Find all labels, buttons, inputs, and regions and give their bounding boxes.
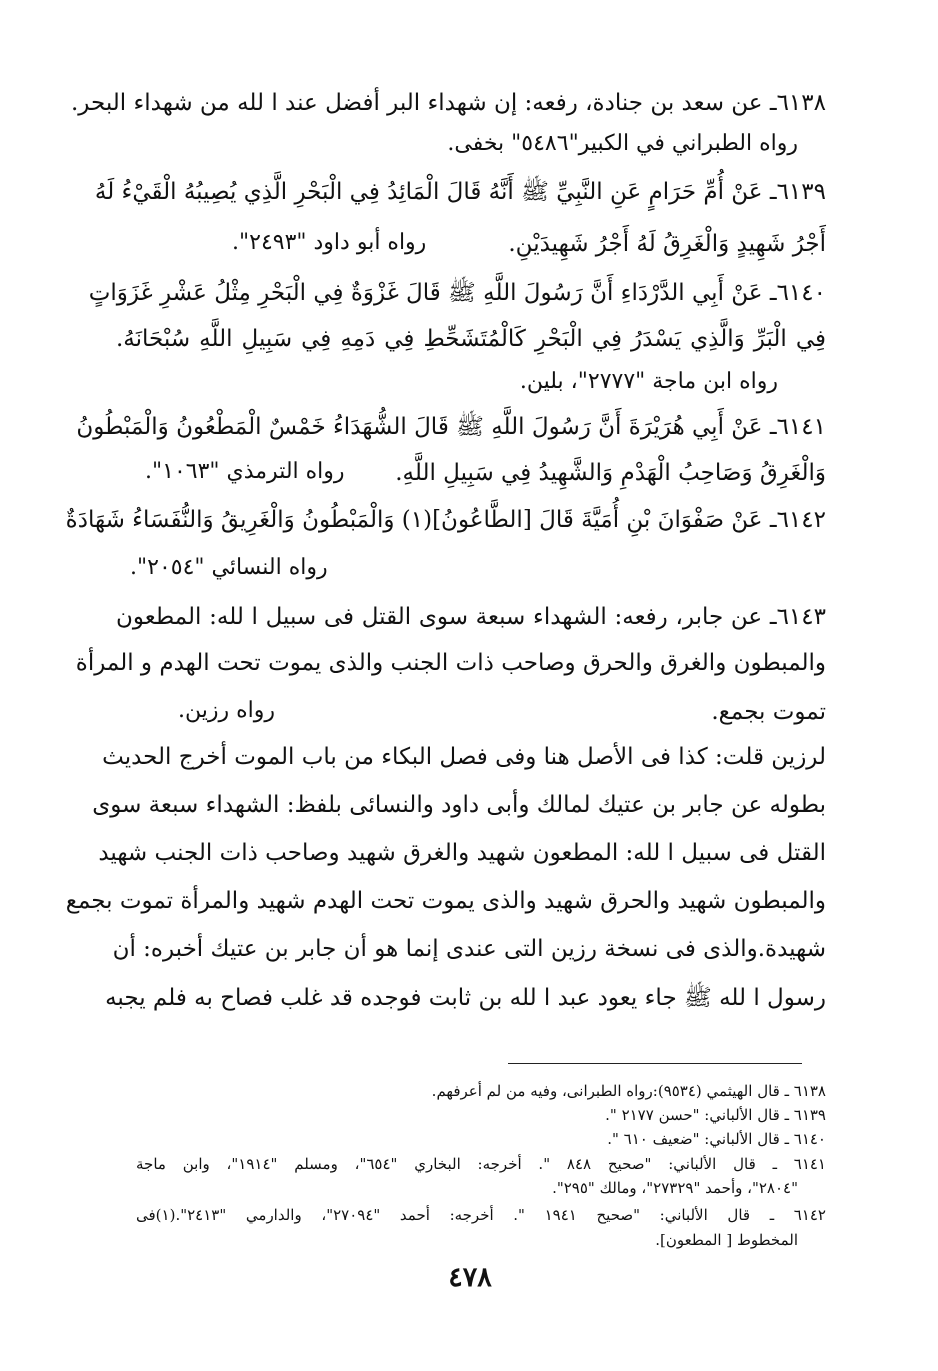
footnote-6139: ٦١٣٩ ـ قال الألباني: "حسن ٢١٧٧ ". (605, 1106, 826, 1124)
hadith-6140-line1: ٦١٤٠ـ عَنْ أَبِي الدَّرْدَاءِ أَنَّ رَسُولَ اللَّهِ ﷺ قَالَ غَزْوَةٌ فِي الْبَحْرِ مِثْلُ عَشْرِ غَزَوَاتٍ (88, 280, 826, 306)
commentary-line4: والمبطون شهيد والحرق شهيد والذى يموت تحت الهدم شهيد والمرأة تموت بجمع (65, 888, 826, 914)
hadith-6142-narration: رواه النسائي "٢٠٥٤". (130, 555, 328, 580)
hadith-6143-line3: تموت بجمع. (711, 699, 826, 725)
commentary-line1: لرزين قلت: كذا فى الأصل هنا وفى فصل البكاء من باب الموت أخرج الحديث (102, 744, 826, 770)
commentary-line6: رسول ا لله ﷺ جاء يعود عبد ا لله بن ثابت فوجده قد غلب فصاح به فلم يجبه (105, 985, 826, 1011)
hadith-6138-narration: رواه الطبراني في الكبير"٥٤٨٦" بخفى. (447, 131, 798, 156)
hadith-6143-line2: والمبطون والغرق والحرق وصاحب ذات الجنب والذى يموت تحت الهدم و المرأة (75, 650, 826, 676)
hadith-6139-line1: ٦١٣٩ـ عَنْ أُمِّ حَرَامٍ عَنِ النَّبِيِّ ﷺ أَنَّهُ قَالَ الْمَائِدُ فِي الْبَحْرِ الَّذِي يُصِيبُهُ الْقَيْءُ لَهُ (94, 179, 826, 205)
page-number: ٤٧٨ (448, 1262, 492, 1293)
footnote-separator (508, 1063, 802, 1064)
hadith-6140-line2: فِي الْبَرِّ وَالَّذِي يَسْدَرُ فِي الْبَحْرِ كَالْمُتَشَحِّطِ فِي دَمِهِ فِي سَبِيلِ اللَّهِ سُبْحَانَهُ. (116, 326, 826, 352)
hadith-6141-line2: وَالْغَرِقُ وَصَاحِبُ الْهَدْمِ وَالشَّهِيدُ فِي سَبِيلِ اللَّهِ. (395, 460, 826, 486)
hadith-6141-narration: رواه الترمذي "١٠٦٣". (145, 459, 345, 484)
footnote-6142-line1: ٦١٤٢ ـ قال الألباني: "صحيح ١٩٤١ ". أخرجه: أحمد "٢٧٠٩٤"، والدارمي "٢٤١٣".(١)فى (136, 1206, 826, 1224)
hadith-6142-line1: ٦١٤٢ـ عَنْ صَفْوَانَ بْنِ أُمَيَّةَ قَالَ [الطَّاعُونُ](١) وَالْمَبْطُونُ وَالْغَرِيقُ وَالنُّفَسَاءُ شَهَادَةٌ (65, 507, 826, 533)
footnote-6138: ٦١٣٨ ـ قال الهيثمي (٩٥٣٤):رواه الطبرانى، وفيه من لم أعرفهم. (431, 1082, 826, 1100)
footnote-6141-line1: ٦١٤١ ـ قال الألباني: "صحيح ٨٤٨ ". أخرجه: البخاري "٦٥٤"، ومسلم "١٩١٤"، وابن ماجة (136, 1155, 826, 1173)
footnote-6141-line2: "٢٨٠٤"، وأحمد "٢٧٣٢٩"، ومالك "٢٩٥". (552, 1179, 798, 1197)
footnote-6142-line2: المخطوط [ المطعون]. (655, 1231, 798, 1249)
commentary-line2: بطوله عن جابر بن عتيك لمالك وأبى داود والنسائى بلفظ: الشهداء سبعة سوى (92, 792, 826, 818)
hadith-6141-line1: ٦١٤١ـ عَنْ أَبِي هُرَيْرَةَ أَنَّ رَسُولَ اللَّهِ ﷺ قَالَ الشُّهَدَاءُ خَمْسٌ الْمَطْعُونُ وَالْمَبْطُونُ (76, 414, 826, 440)
commentary-line3: القتل فى سبيل ا لله: المطعون شهيد والغرق شهيد وصاحب ذات الجنب شهيد (98, 840, 826, 866)
hadith-6140-narration: رواه ابن ماجة "٢٧٧٧"، بلين. (519, 369, 778, 394)
hadith-6139-line2: أَجْرُ شَهِيدٍ وَالْغَرِقُ لَهُ أَجْرُ شَهِيدَيْنِ. (508, 231, 826, 257)
footnote-6140: ٦١٤٠ ـ قال الألباني: "ضعيف ٦١٠ ". (607, 1130, 826, 1148)
commentary-line5: شهيدة.والذى فى نسخة رزين التى عندى إنما هو أن جابر بن عتيك أخبره: أن (112, 936, 826, 962)
hadith-6138-line1: ٦١٣٨ـ عن سعد بن جنادة، رفعه: إن شهداء البر أفضل عند ا لله من شهداء البحر. (70, 90, 826, 116)
hadith-6143-line1: ٦١٤٣ـ عن جابر، رفعه: الشهداء سبعة سوى القتل فى سبيل ا لله: المطعون (116, 604, 826, 630)
hadith-6143-narration: رواه رزين. (178, 698, 275, 723)
hadith-6139-narration: رواه أبو داود "٢٤٩٣". (232, 230, 427, 255)
